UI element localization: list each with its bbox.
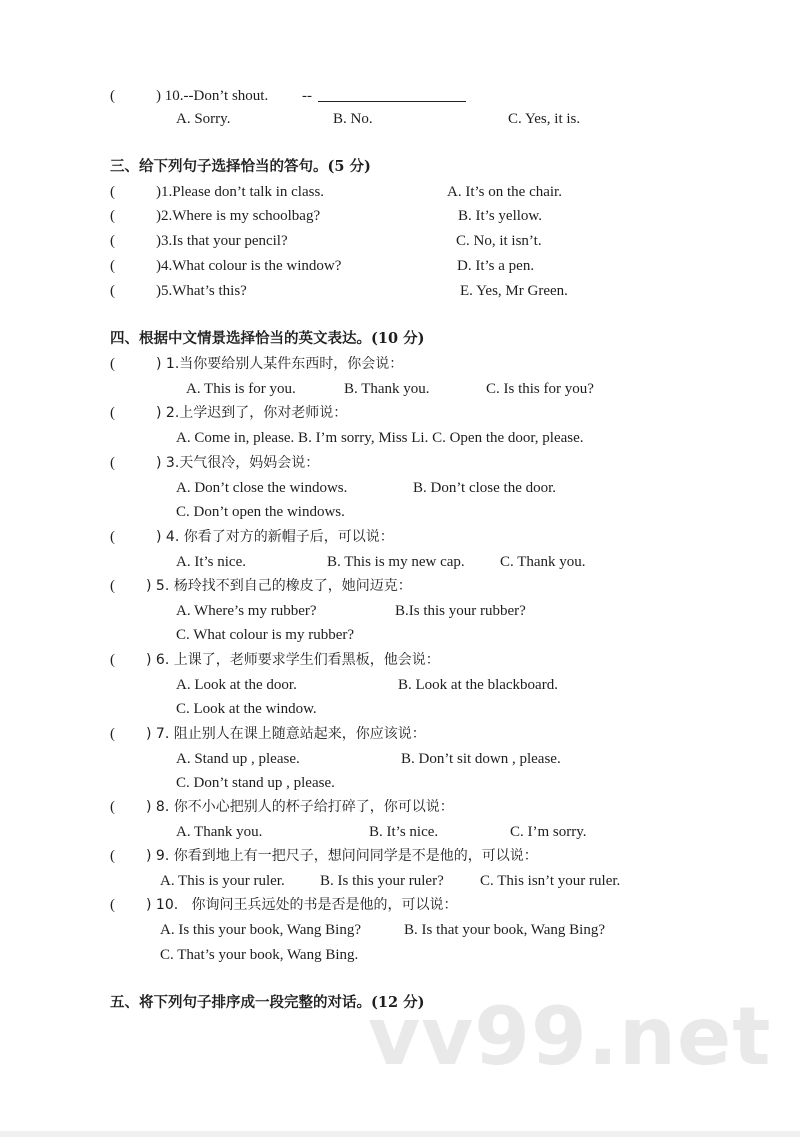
option-c: C. Look at the window. — [176, 701, 317, 717]
scenario-prompt: ) 3.天气很冷，妈妈会说： — [156, 455, 320, 471]
answer-paren: ( — [110, 233, 115, 249]
option-a: A. This is your ruler. — [160, 873, 285, 889]
option-c: C. This isn’t your ruler. — [480, 873, 621, 889]
answer-paren: ( — [110, 455, 115, 471]
option-a: A. Sorry. — [176, 111, 231, 127]
option-b: B. Don’t close the door. — [413, 480, 557, 496]
matching-question: )4.What colour is the window? — [156, 258, 342, 274]
option-a: A. Look at the door. — [176, 677, 297, 693]
option-a: A. Where’s my rubber? — [176, 603, 317, 619]
matching-answer: A. It’s on the chair. — [447, 184, 562, 200]
option-b: B. It’s nice. — [369, 824, 439, 840]
option-a: A. This is for you. — [186, 381, 296, 397]
matching-answer: D. It’s a pen. — [457, 258, 535, 274]
answer-paren: ( — [110, 405, 115, 421]
answer-paren: ( — [110, 848, 115, 864]
answer-paren: ( — [110, 897, 115, 913]
scenario-prompt: ) 7. 阻止别人在课上随意站起来，你应该说： — [146, 726, 426, 742]
option-b: B. Don’t sit down , please. — [401, 751, 561, 767]
option-b: B.Is this your rubber? — [395, 603, 526, 619]
scenario-prompt: ) 2.上学迟到了，你对老师说： — [156, 405, 348, 421]
scenario-prompt: ) 6. 上课了，老师要求学生们看黑板，他会说： — [146, 652, 440, 668]
option-b: B. No. — [333, 111, 373, 127]
answer-paren: ( — [110, 356, 115, 372]
matching-answer: C. No, it isn’t. — [456, 233, 542, 249]
scenario-prompt: ) 8. 你不小心把别人的杯子给打碎了，你可以说： — [146, 799, 454, 815]
answer-paren: ( — [110, 208, 115, 224]
answer-paren: ( — [110, 184, 115, 200]
option-c: C. What colour is my rubber? — [176, 627, 355, 643]
option-b: B. Thank you. — [344, 381, 430, 397]
matching-answer: B. It’s yellow. — [458, 208, 543, 224]
matching-answer: E. Yes, Mr Green. — [460, 283, 568, 299]
answer-paren: ( — [110, 799, 115, 815]
answer-paren: ( — [110, 652, 115, 668]
scenario-prompt: ) 4. 你看了对方的新帽子后，可以说： — [156, 529, 394, 545]
option-c: C. I’m sorry. — [510, 824, 587, 840]
option-a: A. Is this your book, Wang Bing? — [160, 922, 362, 938]
scenario-prompt: ) 1.当你要给别人某件东西时，你会说： — [156, 356, 404, 372]
answer-paren: ( — [110, 578, 115, 594]
option-c: C. That’s your book, Wang Bing. — [160, 947, 359, 963]
matching-question: )2.Where is my schoolbag? — [156, 208, 321, 224]
option-c: C. Don’t open the windows. — [176, 504, 345, 520]
answer-paren: ( — [110, 726, 115, 742]
scenario-prompt: ) 9. 你看到地上有一把尺子，想问问同学是不是他的，可以说： — [146, 848, 538, 864]
scenario-prompt: ) 5. 杨玲找不到自己的橡皮了，她问迈克： — [146, 578, 412, 594]
option-c: C. Yes, it is. — [508, 111, 581, 127]
watermark: vv99.net — [368, 990, 772, 1083]
answer-paren: ( — [110, 258, 115, 274]
answer-paren: ( — [110, 529, 115, 545]
scenario-prompt: ) 10. 你询问王兵远处的书是否是他的，可以说： — [146, 897, 458, 913]
matching-question: )5.What’s this? — [156, 283, 247, 299]
option-b: B. Is that your book, Wang Bing? — [404, 922, 605, 938]
section3-heading: 三、给下列句子选择恰当的答句。(5 分) — [110, 158, 371, 175]
option-a: A. Don’t close the windows. — [176, 480, 348, 496]
option-b: B. This is my new cap. — [327, 554, 465, 570]
page-bottom-edge — [0, 1131, 800, 1137]
options-line: A. Come in, please. B. I’m sorry, Miss Li. C. Open the door, please. — [176, 430, 584, 446]
dialog-dash: -- — [302, 88, 312, 104]
matching-question: )1.Please don’t talk in class. — [156, 184, 325, 200]
section4-heading: 四、根据中文情景选择恰当的英文表达。(10 分) — [110, 330, 425, 347]
option-c: C. Is this for you? — [486, 381, 594, 397]
option-a: A. It’s nice. — [176, 554, 246, 570]
option-c: C. Thank you. — [500, 554, 586, 570]
answer-paren: ( — [110, 88, 115, 104]
option-a: A. Thank you. — [176, 824, 263, 840]
matching-question: )3.Is that your pencil? — [156, 233, 288, 249]
answer-paren: ( — [110, 283, 115, 299]
option-a: A. Stand up , please. — [176, 751, 300, 767]
question-text: ) 10.--Don’t shout. — [156, 88, 269, 104]
option-b: B. Is this your ruler? — [320, 873, 444, 889]
option-b: B. Look at the blackboard. — [398, 677, 558, 693]
section5-heading: 五、将下列句子排序成一段完整的对话。(12 分) — [110, 994, 425, 1011]
option-c: C. Don’t stand up , please. — [176, 775, 335, 791]
answer-blank-line — [318, 101, 466, 102]
